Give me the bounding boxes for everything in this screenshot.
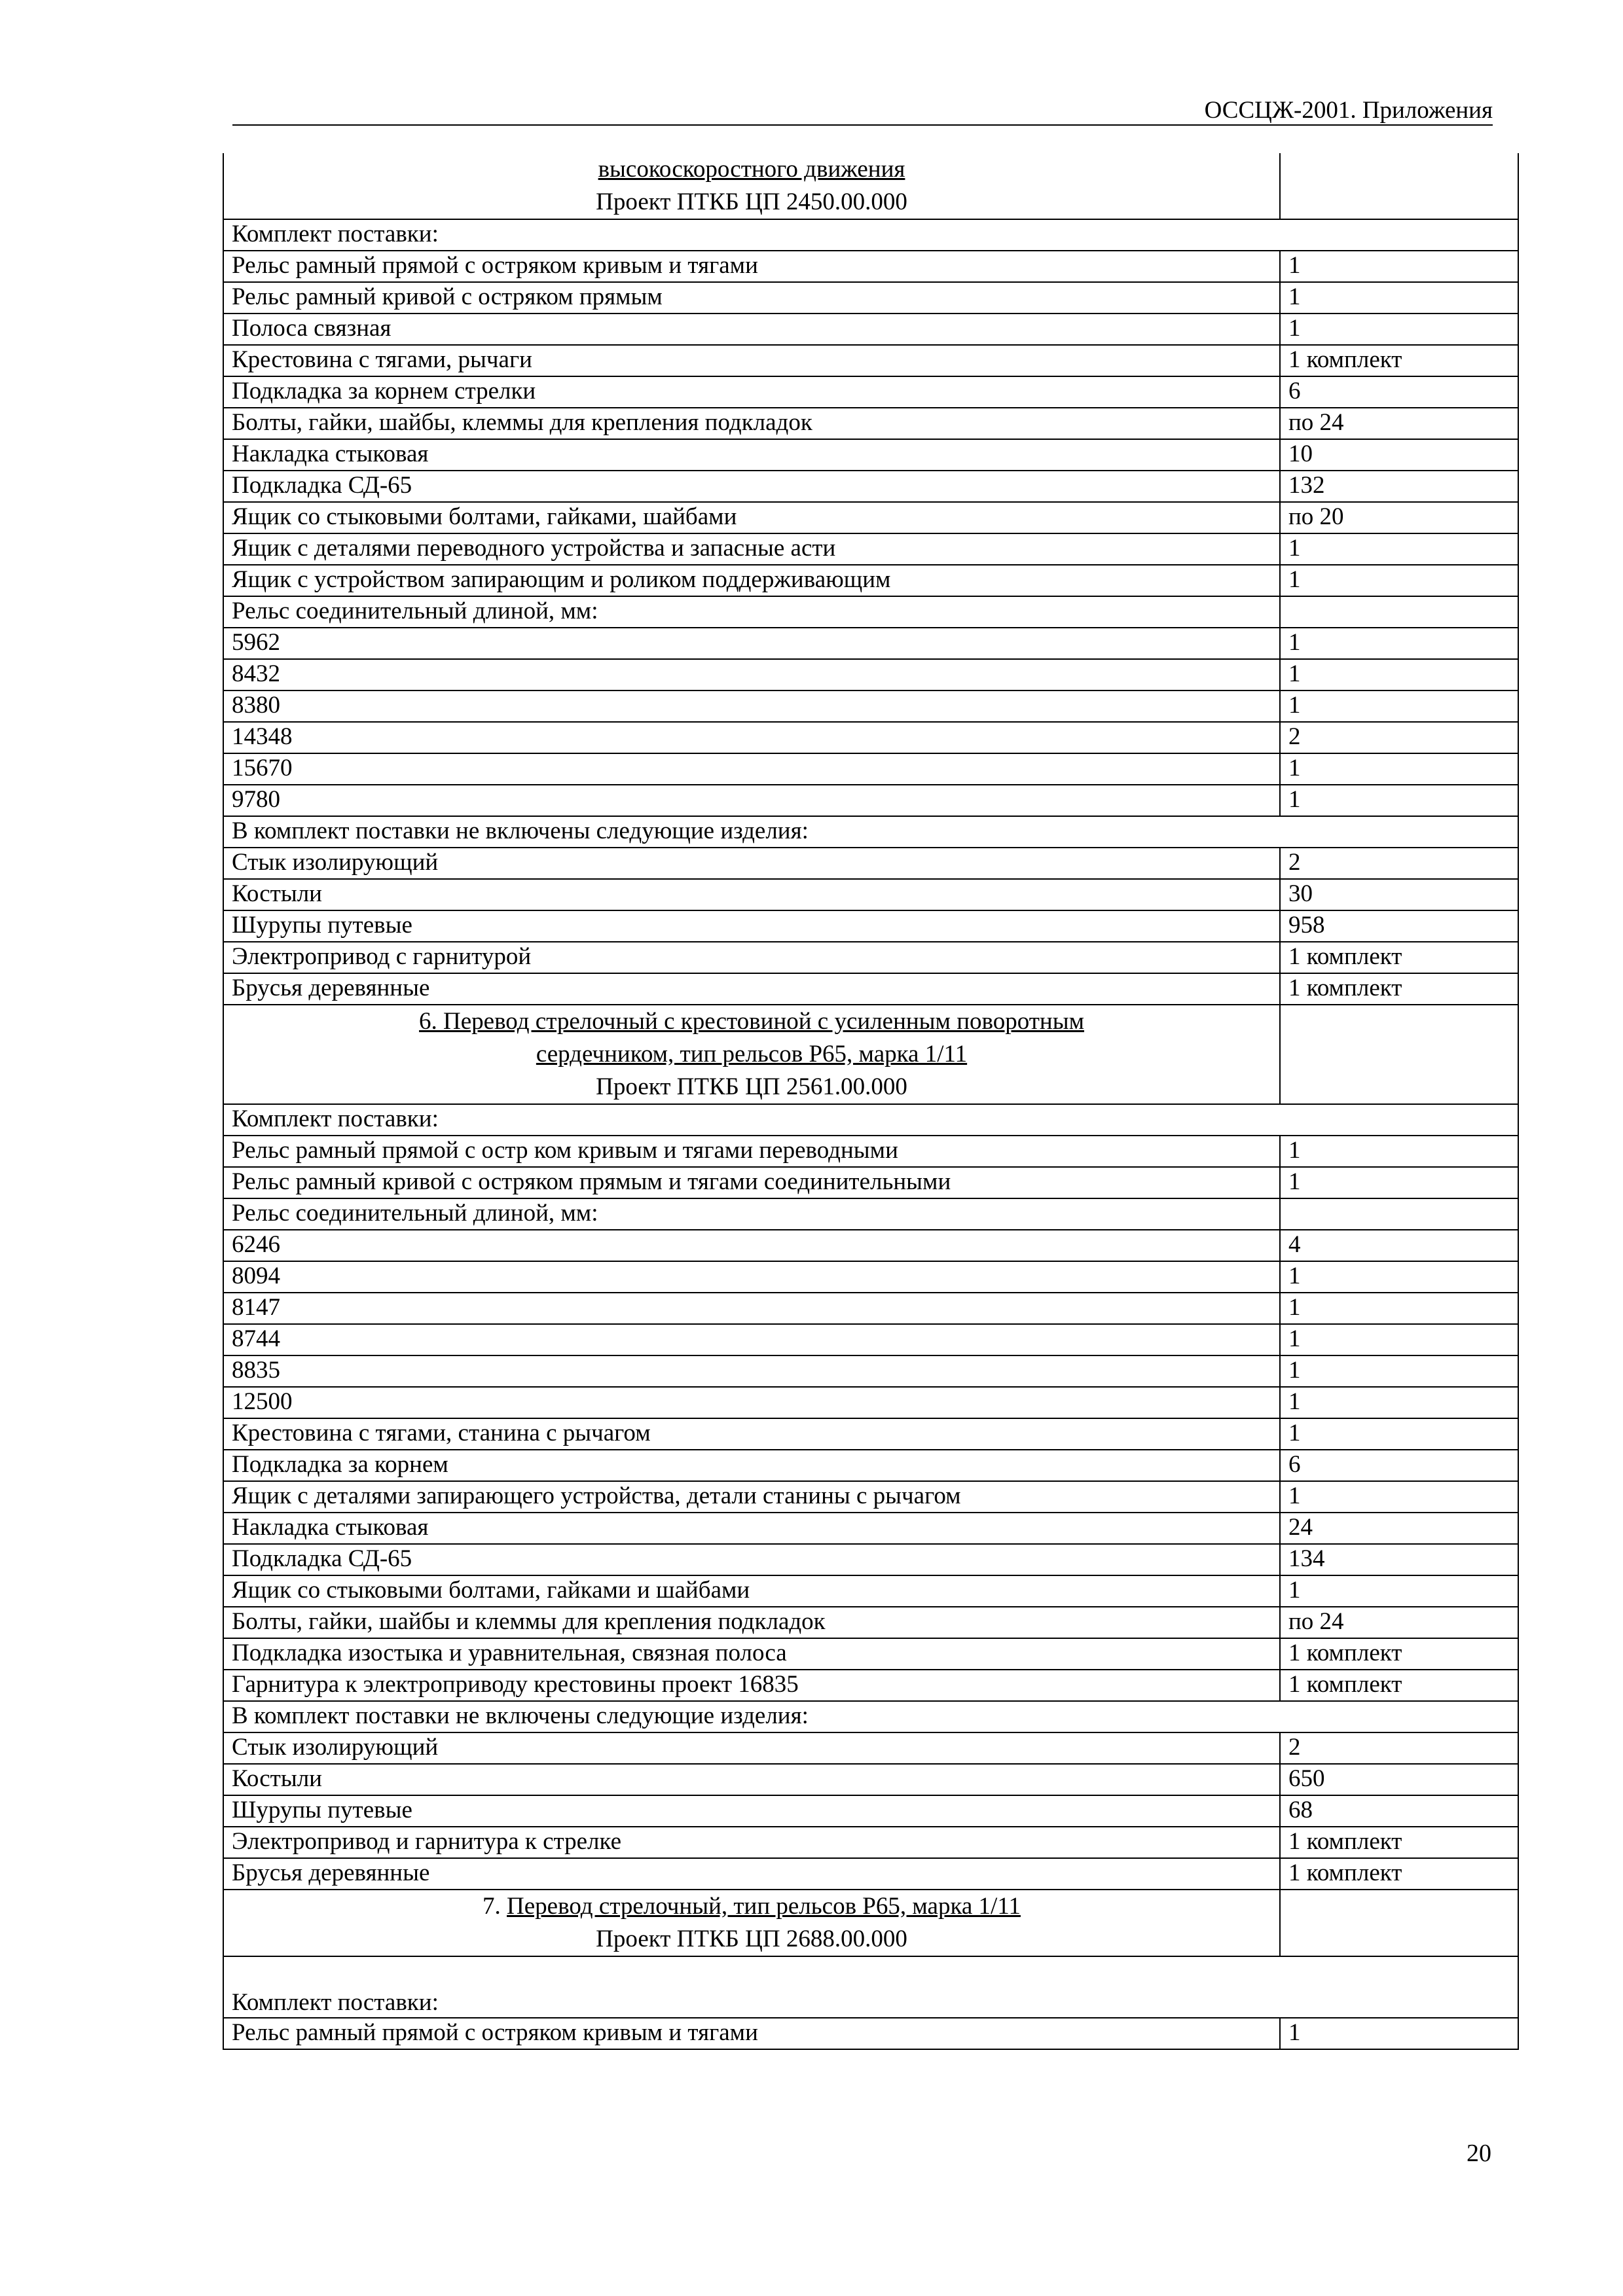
item-name-cell: Рельс соединительный длиной, мм: [223, 596, 1280, 628]
item-name-cell: Подкладка за корнем стрелки [223, 376, 1280, 408]
item-name-cell: Ящик со стыковыми болтами, гайками и шайбами [223, 1575, 1280, 1607]
quantity-cell [1280, 1005, 1518, 1104]
rail-length-cell: 8432 [223, 659, 1280, 691]
rail-length-cell: 6246 [223, 1230, 1280, 1261]
specification-table [223, 153, 1519, 2050]
table-row [223, 1167, 1518, 1198]
quantity-cell: 1 комплект [1280, 973, 1518, 1005]
table-row [223, 910, 1518, 942]
table-row [223, 1701, 1518, 1732]
rail-length-cell: 8147 [223, 1293, 1280, 1324]
quantity-cell: 1 [1280, 314, 1518, 345]
item-name-cell: Крестовина с тягами, рычаги [223, 345, 1280, 376]
quantity-cell: 1 [1280, 533, 1518, 565]
quantity-cell: 650 [1280, 1764, 1518, 1795]
table-row [223, 1764, 1518, 1795]
rail-length-cell: 15670 [223, 753, 1280, 785]
item-name-cell: Электропривод и гарнитура к стрелке [223, 1827, 1280, 1858]
section-title-line: Перевод стрелочный, тип рельсов Р65, марка 1/11 [507, 1893, 1021, 1920]
table-row [223, 1261, 1518, 1293]
quantity-cell: 68 [1280, 1795, 1518, 1827]
section-label: Комплект поставки: [223, 1956, 1518, 2018]
table-row [223, 1104, 1518, 1136]
table-row [223, 1670, 1518, 1701]
table-row [223, 1418, 1518, 1450]
table-row [223, 1575, 1518, 1607]
page-number: 20 [1467, 2140, 1491, 2167]
quantity-cell: 1 комплект [1280, 1638, 1518, 1670]
rail-length-cell: 9780 [223, 785, 1280, 816]
quantity-cell: 1 [1280, 1418, 1518, 1450]
item-name-cell: Шурупы путевые [223, 910, 1280, 942]
item-name-cell: Подкладка изостыка и уравнительная, связная полоса [223, 1638, 1280, 1670]
table-row [223, 533, 1518, 565]
item-name-cell: Костыли [223, 879, 1280, 910]
quantity-cell: 1 [1280, 2018, 1518, 2049]
section-title-line: 6. Перевод стрелочный с крестовиной с усиленным поворотным [419, 1008, 1084, 1035]
quantity-cell [1280, 1890, 1518, 1956]
table-row [223, 1544, 1518, 1575]
section-label: Комплект поставки: [223, 1104, 1518, 1136]
quantity-cell: 1 [1280, 1167, 1518, 1198]
section-label: Комплект поставки: [223, 219, 1518, 251]
table-row [223, 439, 1518, 471]
item-name-cell: Электропривод с гарнитурой [223, 942, 1280, 973]
quantity-cell: 30 [1280, 879, 1518, 910]
quantity-cell: 1 комплект [1280, 1670, 1518, 1701]
table-row [223, 251, 1518, 282]
table-row [223, 785, 1518, 816]
rail-length-cell: 8094 [223, 1261, 1280, 1293]
page-header [232, 97, 1493, 126]
item-name-cell: Ящик с деталями переводного устройства и запасные асти [223, 533, 1280, 565]
section-title-line: Проект ПТКБ ЦП 2688.00.000 [596, 1926, 907, 1952]
table-row [223, 848, 1518, 879]
quantity-cell: 6 [1280, 376, 1518, 408]
item-name-cell: Рельс рамный прямой с остряком кривым и тягами [223, 251, 1280, 282]
table-row [223, 1956, 1518, 2018]
table-row [223, 1513, 1518, 1544]
item-name-cell: Подкладка СД-65 [223, 1544, 1280, 1575]
item-name-cell: Ящик с деталями запирающего устройства, детали станины с рычагом [223, 1481, 1280, 1513]
table-row [223, 596, 1518, 628]
rail-length-cell: 14348 [223, 722, 1280, 753]
quantity-cell: 1 комплект [1280, 1827, 1518, 1858]
item-name-cell: Крестовина с тягами, станина с рычагом [223, 1418, 1280, 1450]
table-row [223, 502, 1518, 533]
table-row [223, 1607, 1518, 1638]
table-row [223, 1890, 1518, 1956]
section-title [223, 1890, 1280, 1956]
quantity-cell: 1 комплект [1280, 942, 1518, 973]
table-row [223, 659, 1518, 691]
item-name-cell: Накладка стыковая [223, 1513, 1280, 1544]
table-row [223, 471, 1518, 502]
item-name-cell: Брусья деревянные [223, 1858, 1280, 1890]
table-row [223, 691, 1518, 722]
table-row [223, 1136, 1518, 1167]
table-row [223, 1387, 1518, 1418]
quantity-cell: 1 [1280, 282, 1518, 314]
item-name-cell: Болты, гайки, шайбы и клеммы для крепления подкладок [223, 1607, 1280, 1638]
table-row [223, 1732, 1518, 1764]
item-name-cell: Рельс соединительный длиной, мм: [223, 1198, 1280, 1230]
item-name-cell: Ящик с устройством запирающим и роликом поддерживающим [223, 565, 1280, 596]
table-row [223, 219, 1518, 251]
item-name-cell: Костыли [223, 1764, 1280, 1795]
item-name-cell: Рельс рамный прямой с остряком кривым и тягами [223, 2018, 1280, 2049]
quantity-cell: 1 [1280, 1355, 1518, 1387]
quantity-cell [1280, 596, 1518, 628]
table-row [223, 1827, 1518, 1858]
table-row [223, 376, 1518, 408]
table-row [223, 1324, 1518, 1355]
item-name-cell: Рельс рамный кривой с остряком прямым [223, 282, 1280, 314]
section-label: В комплект поставки не включены следующие изделия: [223, 816, 1518, 848]
quantity-cell: 1 [1280, 1387, 1518, 1418]
item-name-cell: Гарнитура к электроприводу крестовины проект 16835 [223, 1670, 1280, 1701]
item-name-cell: Стык изолирующий [223, 848, 1280, 879]
quantity-cell: 2 [1280, 848, 1518, 879]
header-title: ОССЦЖ-2001. Приложения [1204, 97, 1493, 124]
quantity-cell: по 20 [1280, 502, 1518, 533]
quantity-cell: 1 комплект [1280, 1858, 1518, 1890]
quantity-cell: 2 [1280, 722, 1518, 753]
quantity-cell: 4 [1280, 1230, 1518, 1261]
table-row [223, 1005, 1518, 1104]
section-title-line: Проект ПТКБ ЦП 2561.00.000 [596, 1073, 907, 1100]
quantity-cell: 132 [1280, 471, 1518, 502]
item-name-cell: Болты, гайки, шайбы, клеммы для крепления подкладок [223, 408, 1280, 439]
section-label: В комплект поставки не включены следующие изделия: [223, 1701, 1518, 1732]
section-title-line: сердечником, тип рельсов Р65, марка 1/11 [536, 1041, 968, 1067]
table-row [223, 282, 1518, 314]
table-row [223, 942, 1518, 973]
quantity-cell: 2 [1280, 1732, 1518, 1764]
table-row [223, 1230, 1518, 1261]
table-row [223, 1795, 1518, 1827]
table-row [223, 565, 1518, 596]
table-row [223, 1481, 1518, 1513]
table-row [223, 722, 1518, 753]
table-row [223, 1450, 1518, 1481]
quantity-cell: 1 [1280, 1575, 1518, 1607]
quantity-cell: 1 [1280, 628, 1518, 659]
item-name-cell: Подкладка СД-65 [223, 471, 1280, 502]
item-name-cell: Подкладка за корнем [223, 1450, 1280, 1481]
table-row [223, 753, 1518, 785]
quantity-cell: по 24 [1280, 408, 1518, 439]
table-row [223, 345, 1518, 376]
quantity-cell: 24 [1280, 1513, 1518, 1544]
section-title-line: высокоскоростного движения [598, 156, 905, 183]
section-title-line: 7. [483, 1893, 507, 1920]
quantity-cell: 1 комплект [1280, 345, 1518, 376]
table-row [223, 816, 1518, 848]
item-name-cell: Брусья деревянные [223, 973, 1280, 1005]
table-row [223, 879, 1518, 910]
quantity-cell: 958 [1280, 910, 1518, 942]
rail-length-cell: 8744 [223, 1324, 1280, 1355]
rail-length-cell: 12500 [223, 1387, 1280, 1418]
quantity-cell: 1 [1280, 659, 1518, 691]
quantity-cell: 1 [1280, 1324, 1518, 1355]
quantity-cell [1280, 1198, 1518, 1230]
item-name-cell: Стык изолирующий [223, 1732, 1280, 1764]
table-row [223, 2018, 1518, 2049]
quantity-cell: 10 [1280, 439, 1518, 471]
item-name-cell: Шурупы путевые [223, 1795, 1280, 1827]
quantity-cell: 1 [1280, 565, 1518, 596]
table-row [223, 1638, 1518, 1670]
quantity-cell: 1 [1280, 1481, 1518, 1513]
table-row [223, 1198, 1518, 1230]
quantity-cell: 1 [1280, 1293, 1518, 1324]
rail-length-cell: 5962 [223, 628, 1280, 659]
quantity-cell: по 24 [1280, 1607, 1518, 1638]
section-title [223, 1005, 1280, 1104]
table-row [223, 1858, 1518, 1890]
quantity-cell: 1 [1280, 753, 1518, 785]
table-row [223, 1355, 1518, 1387]
table-row [223, 408, 1518, 439]
item-name-cell: Ящик со стыковыми болтами, гайками, шайбами [223, 502, 1280, 533]
quantity-cell: 1 [1280, 251, 1518, 282]
section-title [223, 153, 1280, 219]
item-name-cell: Накладка стыковая [223, 439, 1280, 471]
item-name-cell: Полоса связная [223, 314, 1280, 345]
quantity-cell: 1 [1280, 691, 1518, 722]
table-row [223, 153, 1518, 219]
quantity-cell: 6 [1280, 1450, 1518, 1481]
quantity-cell [1280, 153, 1518, 219]
item-name-cell: Рельс рамный кривой с остряком прямым и тягами соединительными [223, 1167, 1280, 1198]
table-row [223, 628, 1518, 659]
table-row [223, 973, 1518, 1005]
section-title-line: Проект ПТКБ ЦП 2450.00.000 [596, 188, 907, 215]
quantity-cell: 1 [1280, 1136, 1518, 1167]
quantity-cell: 1 [1280, 785, 1518, 816]
quantity-cell: 1 [1280, 1261, 1518, 1293]
table-row [223, 314, 1518, 345]
item-name-cell: Рельс рамный прямой с остр ком кривым и тягами переводными [223, 1136, 1280, 1167]
rail-length-cell: 8835 [223, 1355, 1280, 1387]
rail-length-cell: 8380 [223, 691, 1280, 722]
table-row [223, 1293, 1518, 1324]
quantity-cell: 134 [1280, 1544, 1518, 1575]
